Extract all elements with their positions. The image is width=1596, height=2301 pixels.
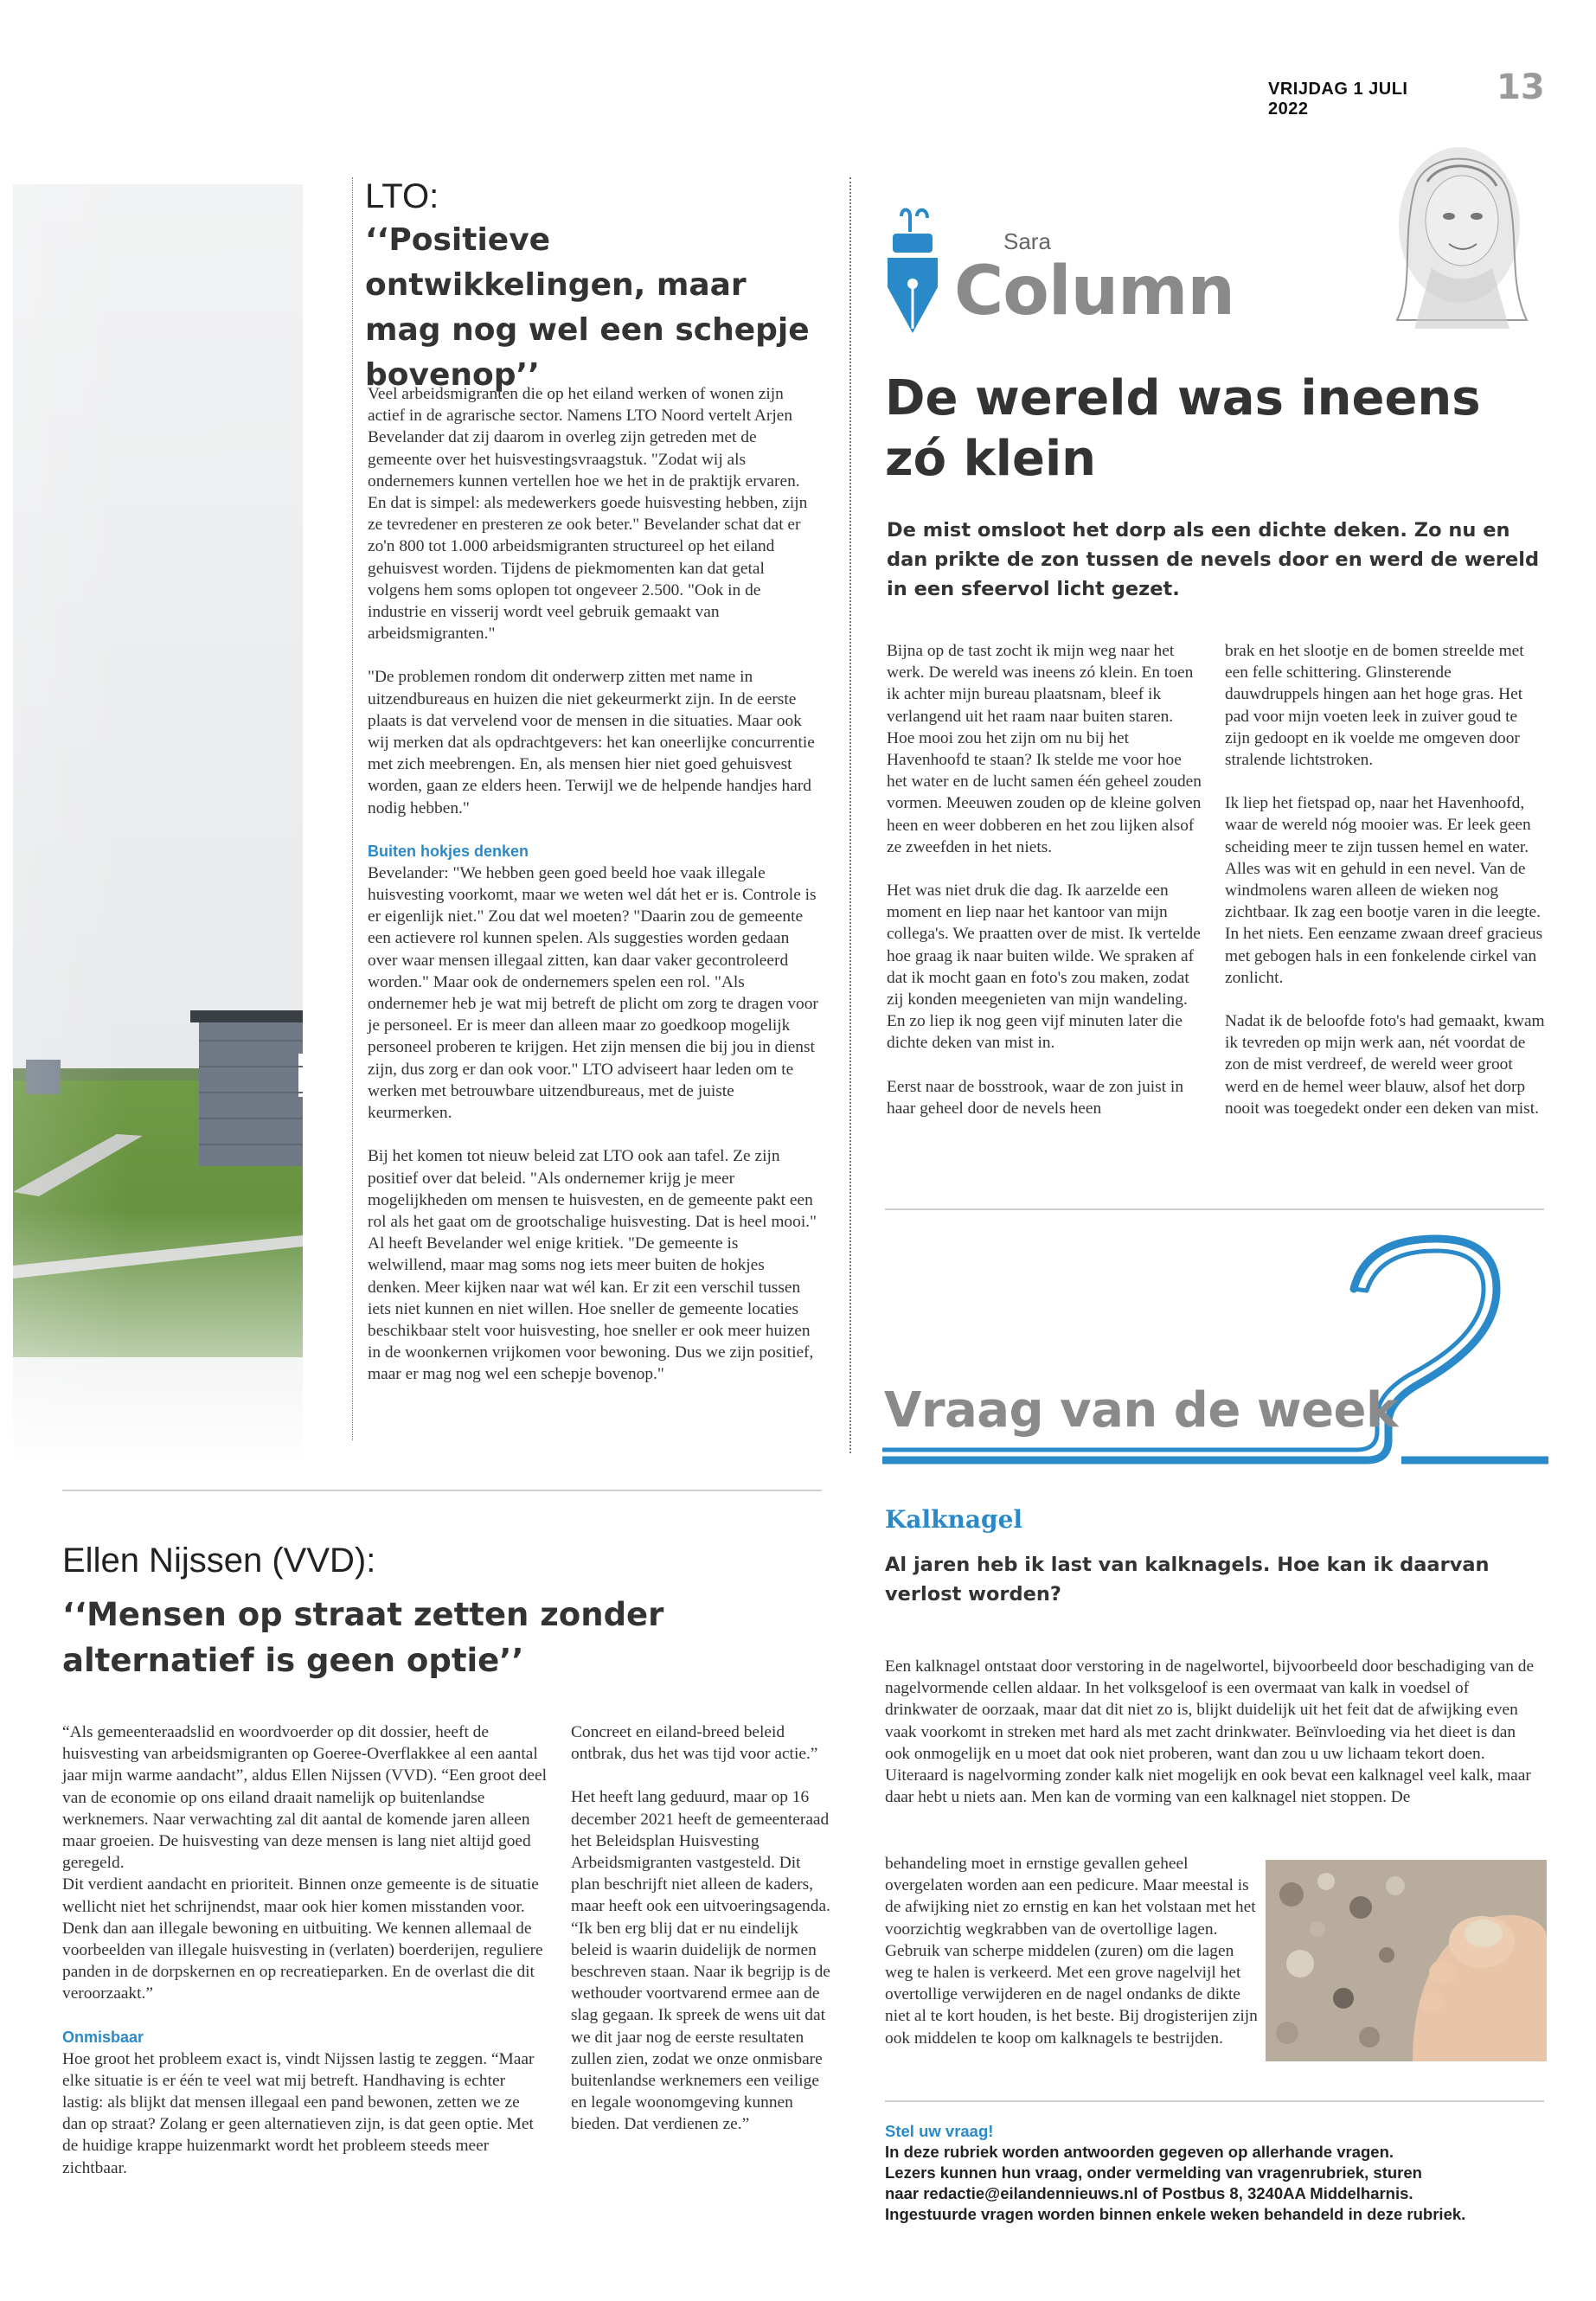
lto-kicker: LTO: [365, 177, 439, 215]
paragraph: Eerst naar de bosstrook, waar de zon juist in haar geheel door de nevels heen [887, 1077, 1184, 1118]
paragraph: Bijna op de tast zocht ik mijn weg naar het werk. De wereld was ineens zó klein. En toen ik achter mijn bureau plaatsnam, bleef ik verlangend uit het raam naar buiten staren. Hoe mooi zou het zijn om nu bij het Havenhoofd te staan? Ik stelde me voor hoe het water en de lucht samen één geheel zouden vormen. Meeuwen zouden op de kleine golven heen en weer dobberen en het zou lijken alsof ze zweefden in het niets. [887, 642, 1202, 856]
ellen-text-col1 [62, 1721, 547, 2179]
column-divider [849, 177, 851, 1453]
paragraph: Veel arbeidsmigranten die op het eiland werken of wonen zijn actief in de agrarische sector. Namens LTO Noord vertelt Arjen Bevelander dat zij daarom in overleg zijn getreden met de gemeente over het huisvestingsvraagstuk. "Zodat wij als ondernemers kunnen vertellen hoe we het in de praktijk ervaren. En dat is simpel: als medewerkers goede huisvesting hebben, zijn ze tevredener en presteren ze ook beter." Bevelander schat dat er zo'n 800 tot 1.000 arbeidsmigranten structureel op het eiland gehuisvest worden. Tijdens de piekmomenten kan dat getal volgens hem soms oplopen tot ongeveer 2.500. "Ook in de industrie en visserij wordt veel gebruik gemaakt van arbeidsmigranten." [368, 385, 808, 644]
paragraph: Hoe groot het probleem exact is, vindt Nijssen lastig te zeggen. “Maar elke situatie is er één te veel wat mij betreft. Handhaving is echter lastig: als blijkt dat mensen illegaal een pand bewonen, zetten we ze dan op straat? Zolang er geen alternatieven zijn, is dat geen optie. Met de huidige krappe huizenmarkt wordt het probleem steeds meer zichtbaar. [62, 2049, 535, 2177]
fountain-pen-icon [882, 208, 943, 346]
issue-date: VRIJDAG 1 JULI 2022 [1268, 80, 1408, 119]
stel-line: naar redactie@eilandennieuws.nl of Postbus 8, 3240AA Middelharnis. [885, 2184, 1413, 2202]
column-headline: De wereld was ineens zó klein [885, 370, 1481, 487]
lto-subhead: Buiten hokjes denken [368, 842, 529, 860]
vraag-bottom-rule [885, 2100, 1544, 2102]
page-number: 13 [1497, 67, 1545, 107]
vraag-label: Vraag van de week [884, 1382, 1398, 1439]
paragraph: Het heeft lang geduurd, maar op 16 december 2021 heeft de gemeenteraad het Beleidsplan Huisvesting Arbeidsmigranten vastgesteld. Dit plan beschrijft niet alleen de kaders, maar heeft ook een uitvoeringsagenda. “Ik ben erg blij dat er nu eindelijk beleid is waarin duidelijk de normen beschreven staan. Naar ik begrijp is de wethouder voortvarend ermee aan de slag gegaan. Ik spreek de wens uit dat we dit jaar nog de eerste resultaten zullen zien, zodat we onze onmisbare buitenlandse werknemers een veilige en legale woonomgeving kunnen bieden. Dat verdienen ze.” [571, 1788, 830, 2134]
paragraph: Dit verdient aandacht en prioriteit. Binnen onze gemeente is de situatie wellicht niet het schrijnendst, maar ook hier komen misstanden voor. Denk dan aan illegale bewoning en uitbuiting. We kennen allemaal de voorbeelden van illegale huisvesting in (verlaten) boerderijen, reguliere panden in de dorpskernen en op recreatieparken. En de overlast die dit veroorzaakt.” [62, 1875, 543, 2003]
lto-headline: ‘‘Positieve ontwikkelingen, maar mag nog wel een schepje bovenop’’ [365, 222, 810, 393]
ellen-kicker: Ellen Nijssen (VVD): [62, 1541, 376, 1580]
paragraph: Concreet en eiland-breed beleid ontbrak, dus het was tijd voor actie.” [571, 1723, 818, 1764]
foot-photo [1266, 1860, 1547, 2061]
paragraph: Bij het komen tot nieuw beleid zat LTO ook aan tafel. Ze zijn positief over dat beleid. "Als ondernemer krijg je meer mogelijkheden om mensen te huisvesten, en de gemeente pakt een rol als het gaat om de grootschalige huisvesting. Dat is heel mooi." Al heeft Bevelander wel enige kritiek. "De gemeente is welwillend, maar mag soms nog iets meer buiten de hokjes denken. Meer kijken naar wat wél kan. Er zit een verschil tussen iets niet kunnen en niet willen. Hoe sneller de gemeente locaties beschikbaar stelt voor huisvesting, hoe sneller er ook meer huizen in de woonkernen vrijkomen voor bewoning. Dus we zijn positief, maar er mag nog wel een schepje bovenop." [368, 1147, 817, 1384]
paragraph: Bevelander: "We hebben geen goed beeld hoe vaak illegale huisvesting voorkomt, maar we weten wel dát het er is. Controle is er eigenlijk niet." Zou dat wel moeten? "Daarin zou de gemeente een actievere rol kunnen spelen. Als suggesties worden gedaan over waar mensen illegaal zitten, kan daar vaker gecontroleerd worden." Maar ook de ondernemers spelen een rol. "Als ondernemer heb je wat mij betreft de plicht om zorg te dragen voor je personeel. Er is meer dan alleen maar zo goedkoop mogelijk personeel proberen te krijgen. Het zijn mensen die bij jou in dienst zijn, dus zorg er dan ook voor." LTO adviseert haar leden om te werken met betrouwbare uitzendbureaus, met de juiste keurmerken. [368, 863, 818, 1123]
author-portrait [1380, 138, 1540, 329]
ellen-headline: ‘‘Mensen op straat zetten zonder alternatief is geen optie’’ [62, 1596, 664, 1679]
column-text-col2 [1225, 640, 1545, 1119]
lto-left-divider [352, 177, 353, 1440]
column-author: Sara [1003, 228, 1051, 254]
ellen-text-col2 [571, 1721, 830, 2136]
paragraph: brak en het slootje en de bomen streelde met een felle schittering. Glinsterende dauwdruppels hingen aan het hoge gras. Het pad voor mijn voeten leek in zuiver goud te zijn gedoopt en ik voelde me omgeven door stralende lichtstroken. [1225, 642, 1524, 770]
lto-article-body [368, 383, 819, 1386]
column-bottom-rule [885, 1208, 1544, 1210]
stel-line: In deze rubriek worden antwoorden gegeven op allerhande vragen. [885, 2143, 1394, 2161]
paragraph: “Als gemeenteraadslid en woordvoerder op dit dossier, heeft de huisvesting van arbeidsmigranten op Goeree-Overflakkee al een aantal jaar mijn warme aandacht”, aldus Ellen Nijssen (VVD). “Een groot deel van de economie op ons eiland draait namelijk op buitenlandse werknemers. Naar verwachting zal dit aantal de komende jaren alleen maar groeien. De huisvesting van deze mensen is lang niet altijd goed geregeld. [62, 1723, 547, 1873]
stel-line: Ingestuurde vragen worden binnen enkele weken behandeld in deze rubriek. [885, 2205, 1466, 2223]
column-lead: De mist omsloot het dorp als een dichte deken. Zo nu en dan prikte de zon tussen de nevels door en werd de wereld in een sfeervol licht gezet. [887, 519, 1540, 600]
question-mark-icon [882, 1228, 1548, 1479]
vraag-answer-continued: behandeling moet in ernstige gevallen geheel overgelaten worden aan een pedicure. Maar meestal is de afwijking niet zo ernstig en kan het volstaan met het voorzichtig wegkrabben van de overtollige lagen. Gebruik van scherpe middelen (zuren) om die lagen weg te halen is verkeerd. Met een grove nagelvijl het overtollige verwijderen en de nagel ondanks de dikte niet al te kort houden, is het beste. Bij drogisterijen zijn ook middelen te koop om kalknagels te bestrijden. [885, 1855, 1258, 2048]
submit-question-info [885, 2121, 1547, 2225]
vraag-topic: Kalknagel [885, 1505, 1023, 1534]
paragraph: "De problemen rondom dit onderwerp zitten met name in uitzendbureaus en huizen die niet gekeurmerkt zijn. In de eerste plaats is dat vervelend voor de mensen in die situaties. Maar ook wij merken dat als opdrachtgevers: het kan oneerlijke concurrentie met zich meebrengen. En, als mensen hier niet goed gehuisvest worden, gaan ze elders heen. Terwijl we de helpende handjes hard nodig hebben." [368, 668, 815, 817]
vraag-question: Al jaren heb ik last van kalknagels. Hoe kan ik daarvan verlost worden? [885, 1554, 1490, 1606]
article-photo-housing [13, 184, 303, 1465]
column-text-col1 [887, 640, 1202, 1119]
column-label: Column [954, 253, 1234, 330]
stel-heading: Stel uw vraag! [885, 2122, 994, 2140]
paragraph: Het was niet druk die dag. Ik aarzelde een moment en liep naar het kantoor van mijn collega's. We praatten over de mist. Ik vertelde hoe graag ik naar buiten wilde. We spraken af dat ik mocht gaan en foto's zou maken, zodat zij konden meegenieten van mijn wandeling. En zo liep ik nog geen vijf minuten later die dichte deken van mist in. [887, 881, 1201, 1053]
paragraph: Nadat ik de beloofde foto's had gemaakt, kwam ik tevreden op mijn werk aan, nét voordat de zon de mist verdreef, de wereld weer groot werd en de hemel weer blauw, alsof het dorp nooit was toegedekt onder een deken van mist. [1225, 1012, 1545, 1118]
section-rule [62, 1490, 822, 1491]
vraag-answer: Een kalknagel ontstaat door verstoring in de nagelwortel, bijvoorbeeld door beschadiging van de nagelvormende cellen aldaar. In het volksgeloof is een overmaat van kalk in voedsel of drinkwater de oorzaak, maar dat dit niet zo is, blijkt duidelijk uit het feit dat de afwijking even vaak voorkomt in streken met hard als met zacht drinkwater. Beïnvloeding via het dieet is dan ook onmogelijk en u moet dat ook niet proberen, want dan zou u uw lichaam tekort doen. Uiteraard is nagelvorming zonder kalk niet mogelijk en ook bevat een kalknagel veel kalk, maar daar hebt u niets aan. Men kan de vorming van een kalknagel niet stoppen. De [885, 1657, 1535, 1807]
ellen-subhead: Onmisbaar [62, 2028, 144, 2046]
stel-line: Lezers kunnen hun vraag, onder vermelding van vragenrubriek, sturen [885, 2163, 1422, 2182]
paragraph: Ik liep het fietspad op, naar het Havenhoofd, waar de wereld nóg mooier was. Er leek geen scheiding meer te zijn tussen hemel en water. Alles was wit en gehuld in een nevel. Van de windmolens waren alleen de wieken nog zichtbaar. Ik zag een bootje varen in die leegte. In het niets. Een eenzame zwaan dreef gracieus met gebogen hals in een fonkelende cirkel van zonlicht. [1225, 794, 1543, 987]
